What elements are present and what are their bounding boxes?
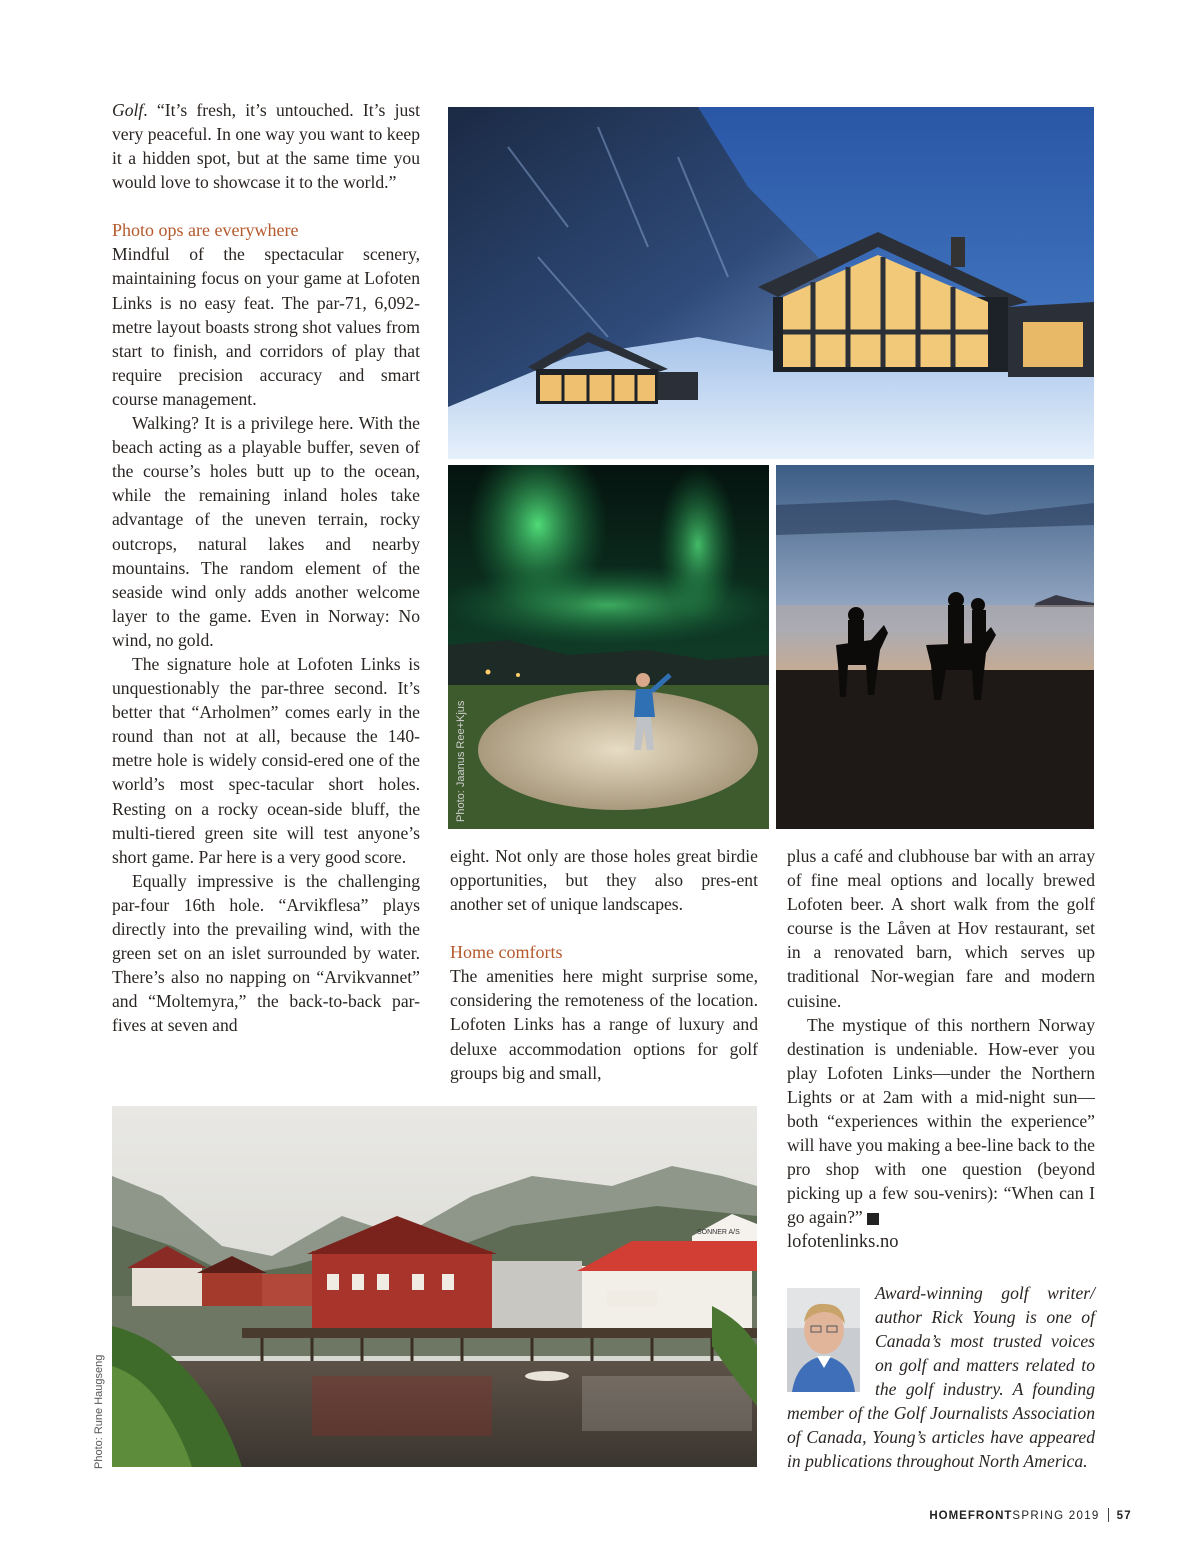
paragraph-amenities: The amenities here might surprise some, considering the remoteness of the location. Lofoten Links has a range of luxury and deluxe accommodation options for golf groups big and small, [450, 966, 758, 1083]
aurora-golfer-image [448, 465, 769, 829]
column-1 [112, 98, 420, 1037]
paragraph-scenery: Mindful of the spectacular scenery, maintaining focus on your game at Lofoten Links is no easy feat. The par-71, 6,092-metre layout boasts strong shot values from start to finish, and corridors of play that require precision accuracy and smart course management. [112, 244, 420, 409]
paragraph-birdie: eight. Not only are those holes great birdie opportunities, but they also pres-ent another set of unique landscapes. [450, 846, 758, 915]
photo-aurora-golfer [448, 465, 769, 829]
subheading-photo-ops: Photo ops are everywhere [112, 220, 299, 241]
end-mark-icon: H [867, 1213, 879, 1225]
issue-label: SPRING 2019 [1012, 1510, 1100, 1522]
beach-riders-image [776, 465, 1094, 829]
page-number: 57 [1116, 1510, 1132, 1522]
photo-snow-cabins [448, 107, 1094, 459]
snow-cabins-image [448, 107, 1094, 459]
mystique-text: The mystique of this northern Norway destination is undeniable. How-ever you play Lofoten Links—under the Northern Lights or at 2am with a mid-night sun—both “experiences within the experience” will have you making a bee-line back to the pro shop with one question (beyond picking up a few sou-venirs): “When can I go again?” [787, 1014, 1095, 1228]
photo-beach-riders [776, 465, 1094, 829]
footer-divider [1108, 1508, 1109, 1522]
column-3 [787, 844, 1095, 1254]
author-bio-text: Award-winning golf writer/ author Rick Young is one of Canada’s most trusted voices on golf and matters related to the golf industry. A founding member of the Golf Journalists Association of Canada, Young’s articles have appeared in publications throughout North America. [787, 1283, 1095, 1471]
website-url[interactable]: lofotenlinks.no [787, 1231, 899, 1252]
page-footer [929, 1508, 1132, 1522]
photo-credit-village: Photo: Rune Haugseng [93, 1354, 105, 1469]
paragraph-mystique [787, 1013, 1095, 1230]
magazine-name: HOMEFRONT [929, 1510, 1013, 1522]
author-bio [787, 1281, 1095, 1473]
subheading-home-comforts: Home comforts [450, 942, 563, 963]
opening-paragraph [112, 98, 420, 194]
opening-italic: Golf [112, 100, 144, 120]
paragraph-cafe: plus a café and clubhouse bar with an array of fine meal options and locally brewed Lofoten beer. A short walk from the golf course is the Låven at Hov restaurant, set in a renovated barn, which serves up traditional Nor-wegian fare and modern cuisine. [787, 846, 1095, 1011]
column-2 [450, 844, 758, 1085]
paragraph-signature-hole: The signature hole at Lofoten Links is unquestionably the par-three second. It’s better that “Arholmen” comes early in the round than not at all, because the 140-metre hole is widely consid-ered one of the world’s most spec-tacular short holes. Resting on a rocky ocean-side bluff, the multi-tiered green site will test anyone’s short game. Par here is a very good score. [112, 653, 420, 867]
building-sign: SONNER A/S [697, 1229, 740, 1236]
opening-text: . “It’s fresh, it’s untouched. It’s just very peaceful. In one way you want to keep it a hidden spot, but at the same time you would love to showcase it to the world.” [112, 100, 420, 193]
paragraph-16th-hole: Equally impressive is the challenging par-four 16th hole. “Arvikflesa” plays directly into the prevailing wind, with the green set on an islet surrounded by water. There’s also no napping on “Arvikvannet” and “Moltemyra,” the back-to-back par-fives at seven and [112, 870, 420, 1036]
harbour-village-image [112, 1106, 757, 1467]
photo-harbour-village [112, 1106, 757, 1467]
photo-credit-aurora: Photo: Jaanus Ree+Kjus [455, 700, 467, 822]
paragraph-walking: Walking? It is a privilege here. With the beach acting as a playable buffer, seven of the course’s holes butt up to the ocean, while the remaining inland holes take advantage of the uneven terrain, rocky outcrops, natural lakes and nearby mountains. The random element of the seaside wind only adds another welcome layer to the game. Even in Norway: No wind, no gold. [112, 413, 420, 650]
